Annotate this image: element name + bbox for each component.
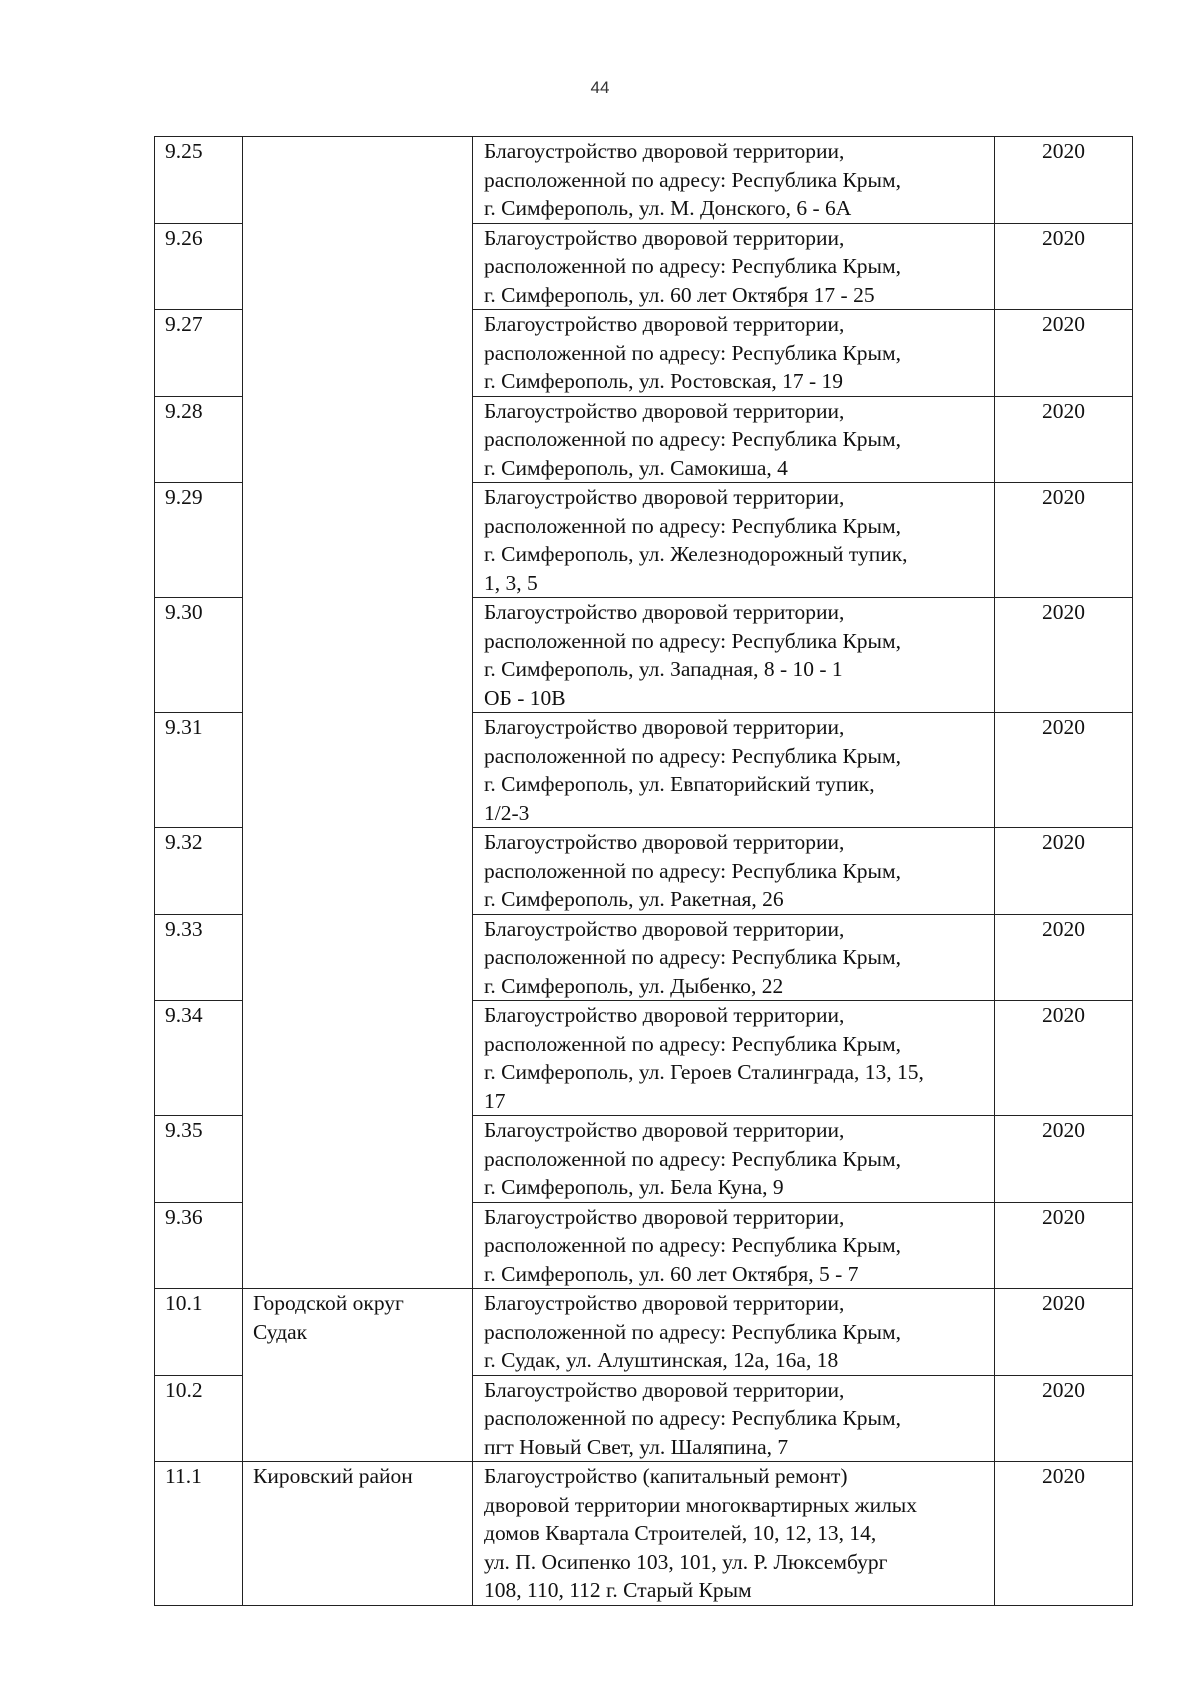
row-number: 9.28 xyxy=(155,396,243,483)
row-number: 11.1 xyxy=(155,1462,243,1606)
row-year: 2020 xyxy=(995,1375,1133,1462)
row-year: 2020 xyxy=(995,1116,1133,1203)
row-description: Благоустройство дворовой территории, расположенной по адресу: Республика Крым, г. Симферополь, ул. Евпаторийский тупик, 1/2-3 xyxy=(473,713,995,828)
row-number: 9.26 xyxy=(155,223,243,310)
row-description: Благоустройство дворовой территории, расположенной по адресу: Республика Крым, г. Симферополь, ул. 60 лет Октября, 5 - 7 xyxy=(473,1202,995,1289)
municipality-cell xyxy=(243,137,473,1289)
row-description: Благоустройство дворовой территории, расположенной по адресу: Республика Крым, г. Симферополь, ул. М. Донского, 6 - 6А xyxy=(473,137,995,224)
row-number: 10.1 xyxy=(155,1289,243,1376)
row-year: 2020 xyxy=(995,1289,1133,1376)
row-year: 2020 xyxy=(995,310,1133,397)
row-number: 9.31 xyxy=(155,713,243,828)
row-description: Благоустройство (капитальный ремонт) дворовой территории многоквартирных жилых домов Квартала Строителей, 10, 12, 13, 14, ул. П. Осипенко 103, 101, ул. Р. Люксембург 108, 110, 112 г. Старый Крым xyxy=(473,1462,995,1606)
municipality-cell: Городской округ Судак xyxy=(243,1289,473,1462)
row-year: 2020 xyxy=(995,1462,1133,1606)
row-description: Благоустройство дворовой территории, расположенной по адресу: Республика Крым, г. Симферополь, ул. Бела Куна, 9 xyxy=(473,1116,995,1203)
row-number: 10.2 xyxy=(155,1375,243,1462)
row-year: 2020 xyxy=(995,396,1133,483)
table-row xyxy=(155,137,1133,224)
row-number: 9.36 xyxy=(155,1202,243,1289)
row-description: Благоустройство дворовой территории, расположенной по адресу: Республика Крым, г. Симферополь, ул. Ракетная, 26 xyxy=(473,828,995,915)
row-description: Благоустройство дворовой территории, расположенной по адресу: Республика Крым, г. Симферополь, ул. Дыбенко, 22 xyxy=(473,914,995,1001)
row-number: 9.33 xyxy=(155,914,243,1001)
table-row xyxy=(155,1289,1133,1376)
row-number: 9.29 xyxy=(155,483,243,598)
row-description: Благоустройство дворовой территории, расположенной по адресу: Республика Крым, г. Симферополь, ул. Ростовская, 17 - 19 xyxy=(473,310,995,397)
row-description: Благоустройство дворовой территории, расположенной по адресу: Республика Крым, пгт Новый Свет, ул. Шаляпина, 7 xyxy=(473,1375,995,1462)
row-year: 2020 xyxy=(995,828,1133,915)
page-number: 44 xyxy=(590,78,610,97)
row-description: Благоустройство дворовой территории, расположенной по адресу: Республика Крым, г. Симферополь, ул. Западная, 8 - 10 - 1 ОБ - 10В xyxy=(473,598,995,713)
row-description: Благоустройство дворовой территории, расположенной по адресу: Республика Крым, г. Симферополь, ул. 60 лет Октября 17 - 25 xyxy=(473,223,995,310)
row-number: 9.35 xyxy=(155,1116,243,1203)
row-description: Благоустройство дворовой территории, расположенной по адресу: Республика Крым, г. Симферополь, ул. Героев Сталинграда, 13, 15, 17 xyxy=(473,1001,995,1116)
row-number: 9.25 xyxy=(155,137,243,224)
row-year: 2020 xyxy=(995,598,1133,713)
row-year: 2020 xyxy=(995,713,1133,828)
row-number: 9.30 xyxy=(155,598,243,713)
municipality-cell: Кировский район xyxy=(243,1462,473,1606)
row-year: 2020 xyxy=(995,1001,1133,1116)
row-year: 2020 xyxy=(995,223,1133,310)
row-year: 2020 xyxy=(995,483,1133,598)
row-description: Благоустройство дворовой территории, расположенной по адресу: Республика Крым, г. Судак, ул. Алуштинская, 12а, 16а, 18 xyxy=(473,1289,995,1376)
row-number: 9.27 xyxy=(155,310,243,397)
row-description: Благоустройство дворовой территории, расположенной по адресу: Республика Крым, г. Симферополь, ул. Самокиша, 4 xyxy=(473,396,995,483)
row-year: 2020 xyxy=(995,914,1133,1001)
table-row xyxy=(155,1462,1133,1606)
row-number: 9.32 xyxy=(155,828,243,915)
row-year: 2020 xyxy=(995,137,1133,224)
row-number: 9.34 xyxy=(155,1001,243,1116)
table-body xyxy=(155,137,1133,1606)
improvement-plan-table xyxy=(154,136,1133,1606)
row-description: Благоустройство дворовой территории, расположенной по адресу: Республика Крым, г. Симферополь, ул. Железнодорожный тупик, 1, 3, 5 xyxy=(473,483,995,598)
row-year: 2020 xyxy=(995,1202,1133,1289)
